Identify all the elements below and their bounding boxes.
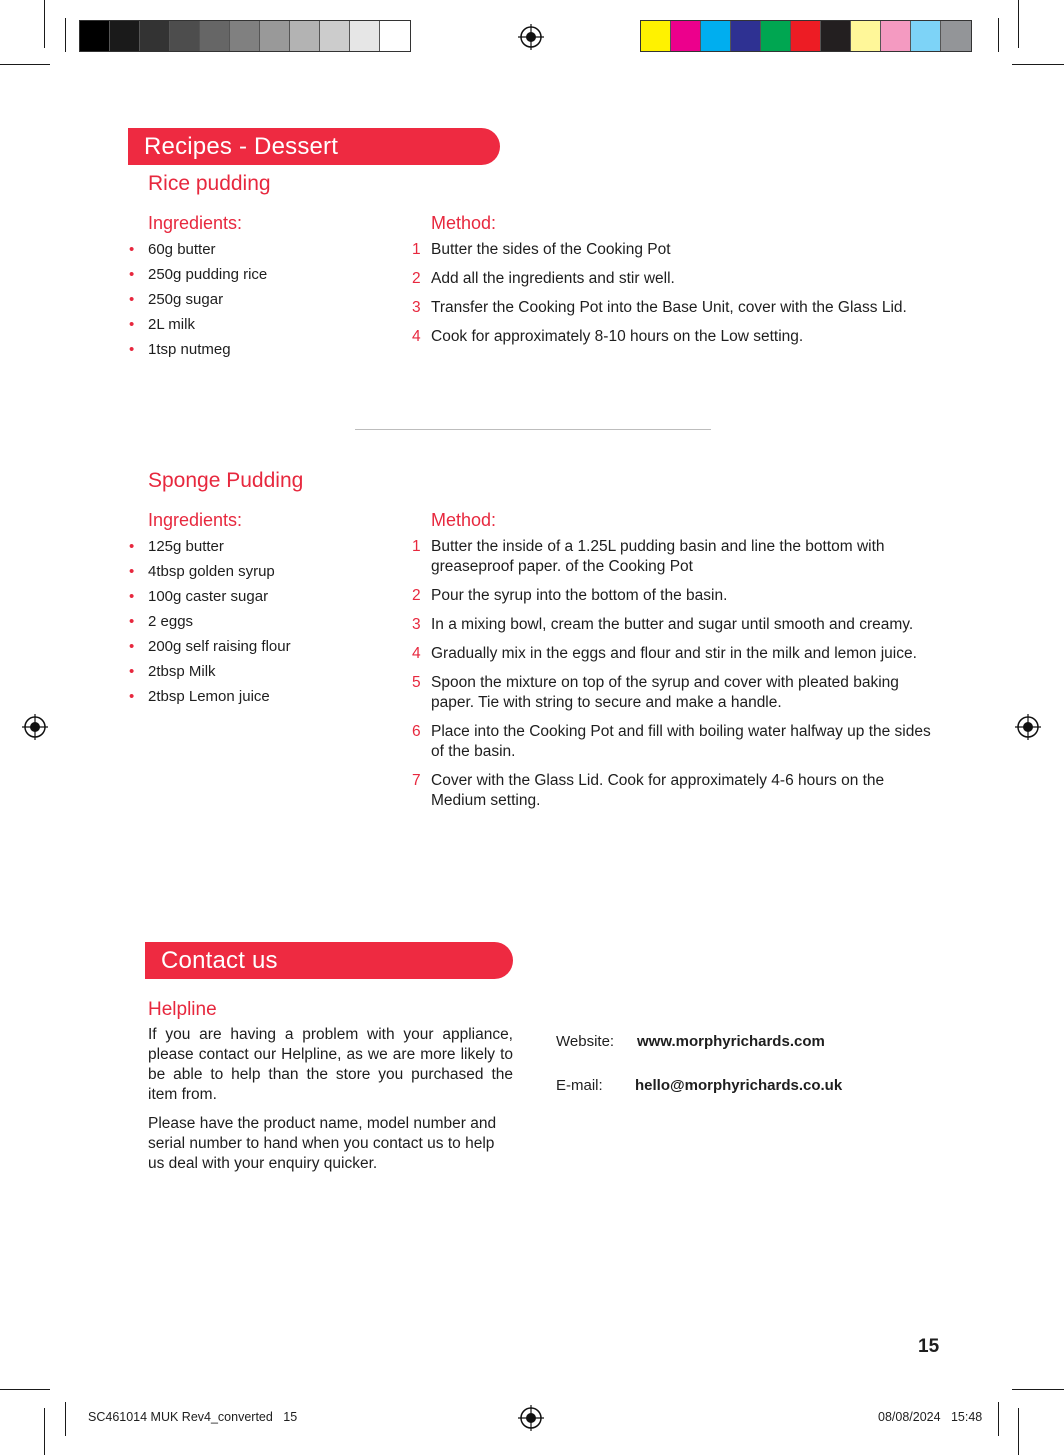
method-step [412,644,932,664]
color-swatch [881,21,911,51]
page-number: 15 [918,1336,940,1357]
step-text: Butter the inside of a 1.25L pudding basin and line the bottom with greaseproof paper. of the Cooking Pot [431,538,885,575]
ingredient-text: 100g caster sugar [148,588,269,605]
color-swatch [941,21,971,51]
recipes-banner: Recipes - Dessert [128,128,500,165]
color-swatch [320,21,350,51]
method-step [412,673,932,713]
ingredient-text: 125g butter [148,538,224,555]
helpline-heading: Helpline [148,999,217,1020]
color-swatch [731,21,761,51]
ingredient-item [129,584,291,609]
step-text: Spoon the mixture on top of the syrup and cover with pleated baking paper. Tie with string to secure and make a handle. [431,674,899,711]
step-text: Place into the Cooking Pot and fill with boiling water halfway up the sides of the basin. [431,723,931,760]
website-link[interactable]: www.morphyrichards.com [637,1033,825,1050]
section-divider [355,429,711,430]
ingredient-text: 60g butter [148,241,216,258]
registration-mark-icon [518,1405,544,1431]
ingredient-text: 2 eggs [148,613,194,630]
step-number: 2 [412,587,421,604]
sponge-pudding-title: Sponge Pudding [148,469,304,492]
color-swatch [641,21,671,51]
ingredient-text: 250g pudding rice [148,266,268,283]
email-link[interactable]: hello@morphyrichards.co.uk [635,1077,843,1094]
registration-mark-icon [518,24,544,50]
step-number: 4 [412,645,421,662]
step-number: 2 [412,270,421,287]
ingredient-item [129,237,267,262]
rice-method-list [412,240,932,356]
color-swatch [110,21,140,51]
process-color-bar [640,20,972,52]
ingredient-item [129,684,291,709]
footer-file-info: SC461014 MUK Rev4_converted 15 [88,1410,298,1424]
rice-ingredients-heading: Ingredients: [148,213,243,233]
ingredient-item [129,337,267,362]
sponge-method-list [412,537,932,820]
step-text: Cover with the Glass Lid. Cook for approximately 4-6 hours on the Medium setting. [431,772,885,809]
email-label: E-mail: [556,1077,603,1094]
color-swatch [350,21,380,51]
step-text: In a mixing bowl, cream the butter and sugar until smooth and creamy. [431,616,914,633]
step-number: 6 [412,723,421,740]
color-swatch [851,21,881,51]
color-swatch [260,21,290,51]
step-text: Pour the syrup into the bottom of the basin. [431,587,728,604]
bullet-icon: • [129,538,135,555]
ingredient-text: 2tbsp Lemon juice [148,688,270,705]
color-swatch [821,21,851,51]
product-info-paragraph: Please have the product name, model number and serial number to hand when you contact us to help us deal with your enquiry quicker. [148,1115,497,1172]
color-swatch [380,21,410,51]
rice-ingredients-list [129,237,267,362]
step-text: Gradually mix in the eggs and flour and stir in the milk and lemon juice. [431,645,917,662]
ingredient-text: 2L milk [148,316,195,333]
bullet-icon: • [129,316,135,333]
color-swatch [701,21,731,51]
step-number: 4 [412,328,421,345]
ingredient-text: 250g sugar [148,291,224,308]
step-number: 7 [412,772,421,789]
ingredient-item [129,559,291,584]
sponge-ingredients-heading: Ingredients: [148,510,243,530]
ingredient-item [129,659,291,684]
bullet-icon: • [129,266,135,283]
bullet-icon: • [129,663,135,680]
footer-timestamp: 08/08/2024 15:48 [878,1410,983,1424]
registration-mark-icon [22,714,48,740]
method-step [412,240,932,260]
color-swatch [200,21,230,51]
color-swatch [671,21,701,51]
ingredient-item [129,534,291,559]
helpline-paragraph: If you are having a problem with your appliance, please contact our Helpline, as we are more likely to be able to help than the store you purchased the item from. [148,1026,513,1103]
registration-mark-icon [1015,714,1041,740]
bullet-icon: • [129,688,135,705]
step-text: Add all the ingredients and stir well. [431,270,675,287]
color-swatch [761,21,791,51]
color-swatch [290,21,320,51]
step-number: 1 [412,538,421,555]
bullet-icon: • [129,341,135,358]
color-swatch [791,21,821,51]
bullet-icon: • [129,241,135,258]
step-text: Transfer the Cooking Pot into the Base Unit, cover with the Glass Lid. [431,299,907,316]
color-swatch [170,21,200,51]
method-step [412,615,932,635]
method-step [412,269,932,289]
step-number: 3 [412,616,421,633]
step-text: Cook for approximately 8-10 hours on the Low setting. [431,328,804,345]
bullet-icon: • [129,613,135,630]
sponge-ingredients-list [129,534,291,709]
color-swatch [140,21,170,51]
ingredient-text: 1tsp nutmeg [148,341,231,358]
step-number: 1 [412,241,421,258]
method-step [412,771,932,811]
bullet-icon: • [129,638,135,655]
ingredient-text: 2tbsp Milk [148,663,216,680]
ingredient-item [129,634,291,659]
website-label: Website: [556,1033,615,1050]
method-step [412,327,932,347]
grayscale-color-bar [79,20,411,52]
ingredient-item [129,609,291,634]
method-step [412,586,932,606]
bullet-icon: • [129,291,135,308]
contact-banner: Contact us [145,942,513,979]
ingredient-text: 200g self raising flour [148,638,291,655]
rice-pudding-title: Rice pudding [148,172,271,195]
ingredient-item [129,287,267,312]
sponge-method-heading: Method: [431,510,497,530]
ingredient-item [129,262,267,287]
step-text: Butter the sides of the Cooking Pot [431,241,671,258]
ingredient-text: 4tbsp golden syrup [148,563,275,580]
color-swatch [230,21,260,51]
method-step [412,537,932,577]
step-number: 3 [412,299,421,316]
bullet-icon: • [129,563,135,580]
method-step [412,722,932,762]
method-step [412,298,932,318]
color-swatch [911,21,941,51]
ingredient-item [129,312,267,337]
bullet-icon: • [129,588,135,605]
color-swatch [80,21,110,51]
step-number: 5 [412,674,421,691]
rice-method-heading: Method: [431,213,497,233]
